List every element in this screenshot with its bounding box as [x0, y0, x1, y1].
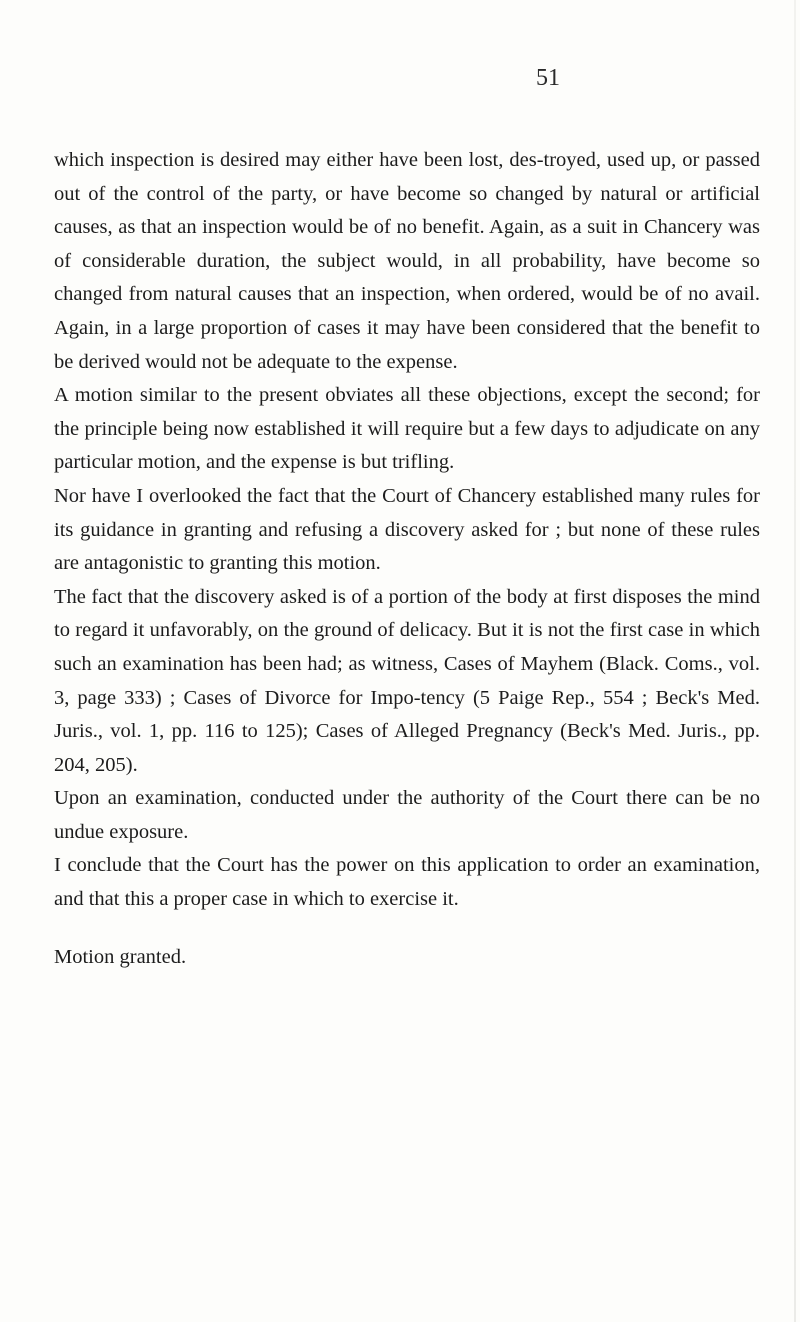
paragraph-4: The fact that the discovery asked is of a portion of the body at first disposes the mind to regard it unfavorably, on the ground of delicacy. But it is not the first case in which such an examination has been had; as witness, Cases of Mayhem (Black. Coms., vol. 3, page 333) ; Cases of Divorce for Impo-tency (5 Paige Rep., 554 ; Beck's Med. Juris., vol. 1, pp. 116 to 125); Cases of Alleged Pregnancy (Beck's Med. Juris., pp. 204, 205).: [54, 585, 760, 776]
paragraph-5: Upon an examination, conducted under the authority of the Court there can be no undue exposure.: [54, 787, 760, 843]
paragraph-3: Nor have I overlooked the fact that the Court of Chancery established many rules for its guidance in granting and refusing a discovery asked for ; but none of these rules are antagonistic to granting this motion.: [54, 484, 760, 575]
paragraph-1: which inspection is desired may either have been lost, des-troyed, used up, or passed out of the control of the party, or have become so changed by natural or artificial causes, as that an inspection would be of no benefit. Again, as a suit in Chancery was of considerable duration, the subject would, in all probability, have become so changed from natural causes that an inspection, when ordered, would be of no avail. Again, in a large proportion of cases it may have been considered that the benefit to be derived would not be adequate to the expense.: [54, 149, 760, 373]
body-text: [54, 144, 760, 974]
paragraph-2: A motion similar to the present obviates all these objections, except the second; for the principle being now established it will require but a few days to adjudicate on any particular motion, and the expense is but trifling.: [54, 384, 760, 474]
page-number: 51: [536, 65, 560, 91]
paragraph-6: I conclude that the Court has the power on this application to order an examination, and that this a proper case in which to exercise it.: [54, 854, 760, 911]
closing-line: Motion granted.: [54, 945, 187, 968]
page-edge: [794, 0, 796, 1322]
